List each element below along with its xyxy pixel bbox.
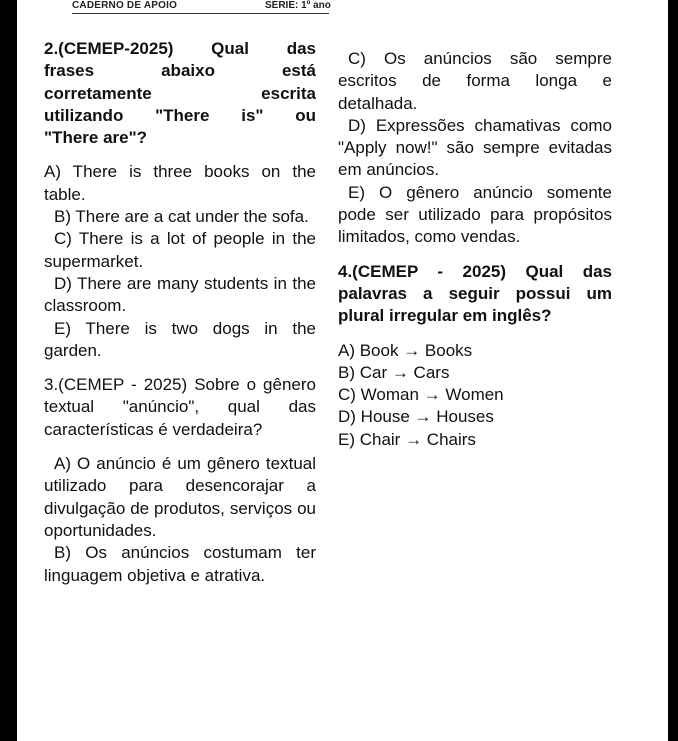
question-3-continued [338,48,612,249]
q3-option-a: A) O anúncio é um gênero textual utilizado para desencorajar a divulgação de produtos, serviços ou oportunidades. [44,454,316,540]
right-column [338,48,612,451]
q4-title: 4.(CEMEP - 2025) Qual das palavras a seguir possui um plural irregular em inglês? [338,261,612,326]
q3-option-d: D) Expressões chamativas como "Apply now!" são sempre evitadas em anúncios. [338,115,612,180]
q2-title-line-1: 2.(CEMEP-2025) Qual das [44,39,316,58]
q4-option-d: D) House → Houses [338,407,494,427]
q4-option-c: C) Woman → Women [338,385,504,405]
q2-title-line-5: "There are"? [44,128,148,148]
left-column [44,38,316,587]
q2-title-line-3: corretamente escrita [44,83,316,103]
q3-option-e: E) O gênero anúncio somente pode ser utilizado para propósitos limitados, como vendas. [338,182,612,247]
q4-option-a: A) Book → Books [338,340,473,360]
q2-option-e: E) There is two dogs in the garden. [44,318,316,360]
q3-title: 3.(CEMEP - 2025) Sobre o gênero textual "anúncio", qual das características é verdadeira? [44,375,316,439]
q2-option-d: D) There are many students in the classroom. [44,273,316,316]
question-3 [44,374,316,587]
q3-option-b: B) Os anúncios costumam ter linguagem objetiva e atrativa. [44,543,316,585]
header-divider [72,13,329,14]
q3-option-c: C) Os anúncios são sempre escritos de forma longa e detalhada. [338,49,612,113]
q2-option-b: B) There are a cat under the sofa. [54,207,309,227]
q2-title-line-2: frases abaixo está [44,61,316,81]
q2-title-line-4: utilizando "There is" ou [44,105,316,125]
header-serie: SÉRIE: 1º ano [265,0,331,11]
q4-option-e: E) Chair → Chairs [338,429,476,449]
q2-option-a: A) There is three books on the table. [44,162,316,204]
q4-option-b: B) Car → Cars [338,362,450,382]
header-caderno: CADERNO DE APOIO [72,0,178,11]
question-4 [338,261,612,451]
q2-option-c: C) There is a lot of people in the supermarket. [44,229,316,271]
question-2 [44,38,316,362]
